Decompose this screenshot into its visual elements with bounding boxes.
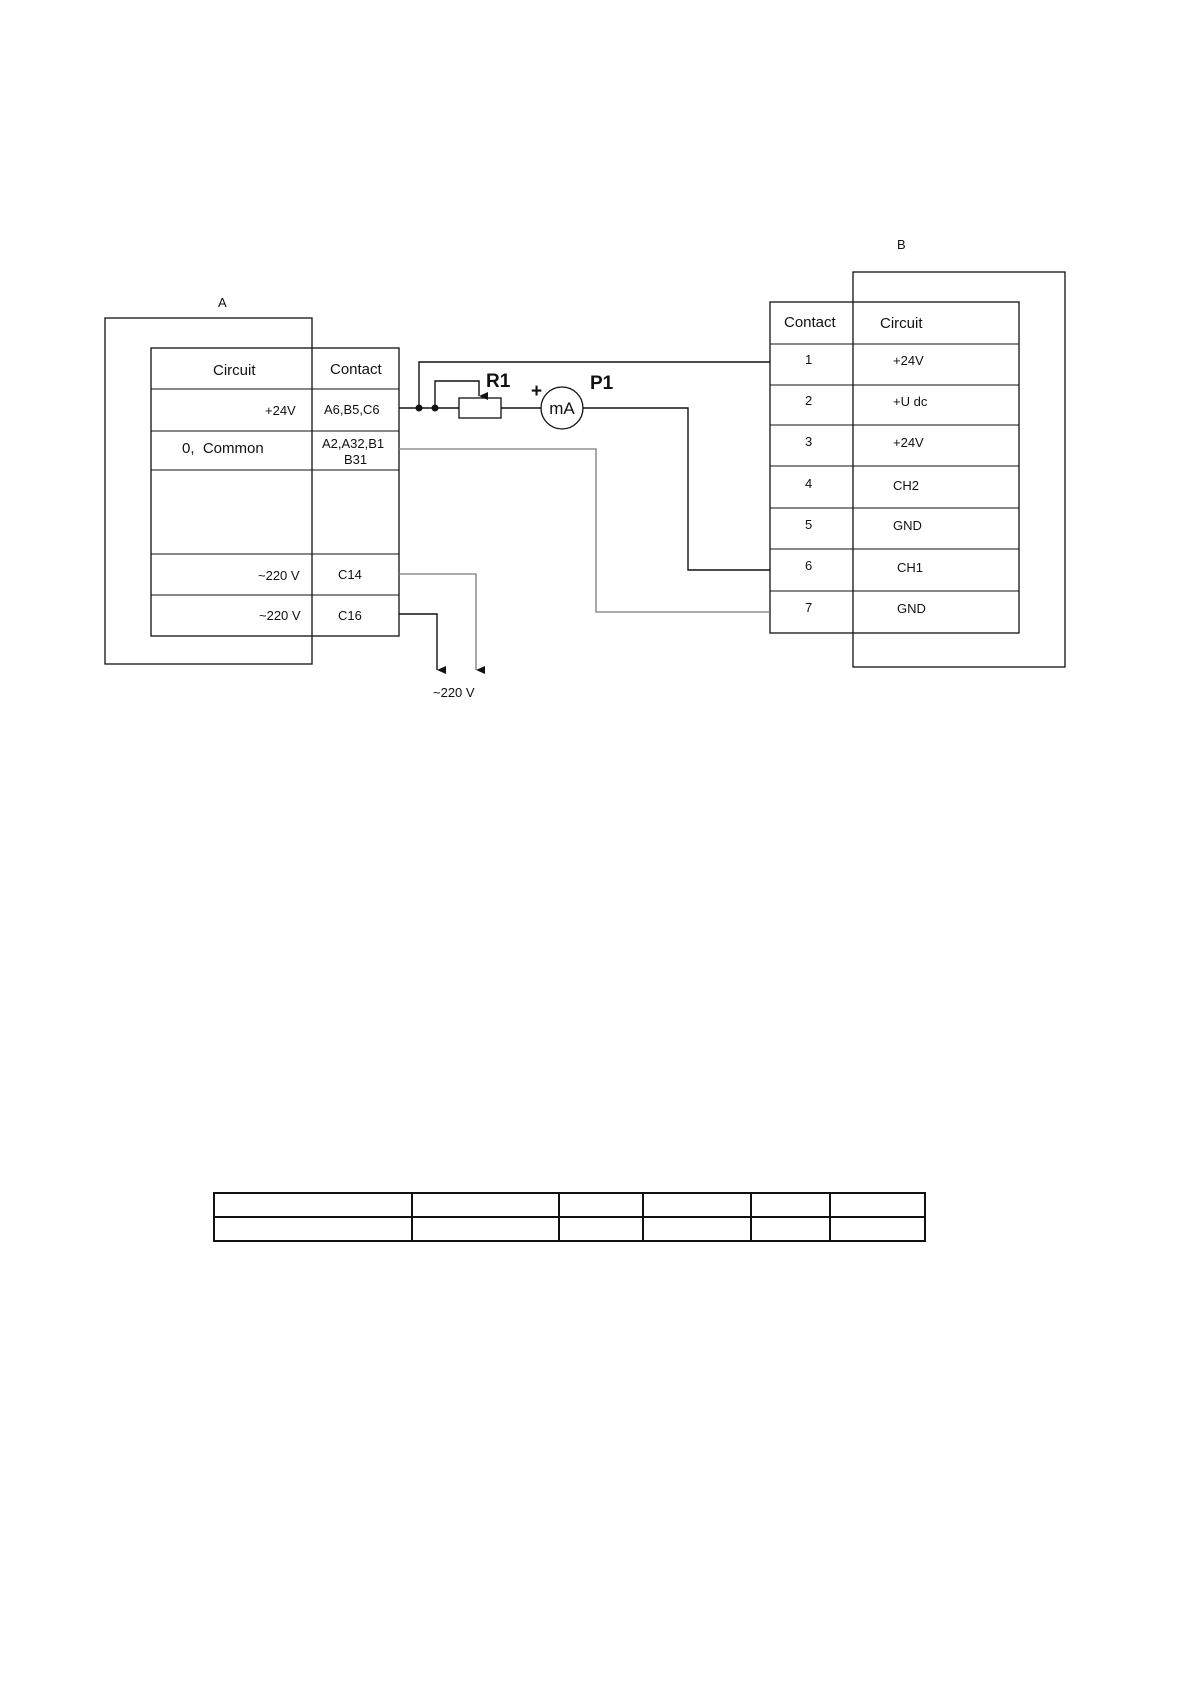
block-a-table bbox=[151, 348, 399, 636]
block-b-contact-6: 6 bbox=[805, 558, 813, 573]
block-a-contact-c14: C14 bbox=[338, 567, 362, 582]
empty-table bbox=[213, 1192, 926, 1242]
meter-p1-polarity: + bbox=[531, 381, 543, 402]
meter-p1-unit: mA bbox=[549, 399, 575, 418]
block-b-contact-5: 5 bbox=[805, 517, 813, 532]
block-b-circuit-2: +U dc bbox=[893, 394, 928, 409]
table-row bbox=[214, 1193, 925, 1217]
block-a-label: A bbox=[218, 295, 227, 310]
block-b bbox=[770, 237, 1065, 667]
wire-p1-to-b6 bbox=[583, 408, 770, 570]
junction-dot bbox=[416, 405, 423, 412]
block-a-contact-c16: C16 bbox=[338, 608, 362, 623]
block-a-header-contact: Contact bbox=[330, 361, 382, 378]
resistor-r1 bbox=[459, 371, 511, 418]
wire-24v-to-b1 bbox=[399, 362, 770, 408]
block-a-circuit-common: 0, Common bbox=[182, 440, 264, 457]
meter-p1-label: P1 bbox=[590, 373, 614, 394]
wire-common-to-b7 bbox=[399, 449, 770, 612]
table-cell bbox=[559, 1193, 643, 1217]
table-cell bbox=[559, 1217, 643, 1241]
table-cell bbox=[412, 1217, 559, 1241]
table-cell bbox=[214, 1217, 412, 1241]
block-a-header-circuit: Circuit bbox=[213, 362, 256, 379]
block-b-contact-7: 7 bbox=[805, 600, 813, 615]
block-b-circuit-1: +24V bbox=[893, 353, 924, 368]
block-b-contact-4: 4 bbox=[805, 476, 813, 491]
table-cell bbox=[643, 1217, 751, 1241]
table-cell bbox=[830, 1193, 925, 1217]
wire-c16-to-supply bbox=[399, 614, 437, 670]
table-cell bbox=[214, 1193, 412, 1217]
resistor-r1-label: R1 bbox=[486, 371, 511, 392]
block-a-contact-common-2: B31 bbox=[344, 452, 368, 467]
table-cell bbox=[751, 1193, 830, 1217]
block-a-circuit-c14: ~220 V bbox=[258, 568, 300, 583]
block-a-circuit-c16: ~220 V bbox=[259, 608, 301, 623]
wires bbox=[399, 362, 770, 670]
block-b-contact-1: 1 bbox=[805, 352, 813, 367]
block-b-header-contact: Contact bbox=[784, 314, 836, 331]
table-cell bbox=[830, 1217, 925, 1241]
block-a bbox=[105, 295, 399, 664]
block-b-label: B bbox=[897, 237, 906, 252]
block-b-contact-3: 3 bbox=[805, 434, 813, 449]
block-b-circuit-3: +24V bbox=[893, 435, 924, 450]
block-b-contact-2: 2 bbox=[805, 393, 813, 408]
table-cell bbox=[412, 1193, 559, 1217]
block-a-contact-24v: A6,B5,C6 bbox=[324, 402, 380, 417]
table-row bbox=[214, 1217, 925, 1241]
block-a-circuit-24v: +24V bbox=[265, 403, 296, 418]
supply-label: ~220 V bbox=[433, 685, 475, 700]
block-a-contact-common-1: A2,A32,B1 bbox=[322, 436, 385, 451]
table-cell bbox=[751, 1217, 830, 1241]
meter-p1 bbox=[531, 373, 614, 429]
block-b-circuit-5: GND bbox=[893, 518, 922, 533]
block-b-header-circuit: Circuit bbox=[880, 315, 923, 332]
resistor-r1-body bbox=[459, 398, 501, 418]
wire-r1-wiper bbox=[435, 381, 479, 408]
block-b-circuit-7: GND bbox=[897, 601, 926, 616]
table-cell bbox=[643, 1193, 751, 1217]
block-b-circuit-6: CH1 bbox=[897, 560, 924, 575]
block-b-circuit-4: CH2 bbox=[893, 478, 920, 493]
junction-dot bbox=[432, 405, 439, 412]
